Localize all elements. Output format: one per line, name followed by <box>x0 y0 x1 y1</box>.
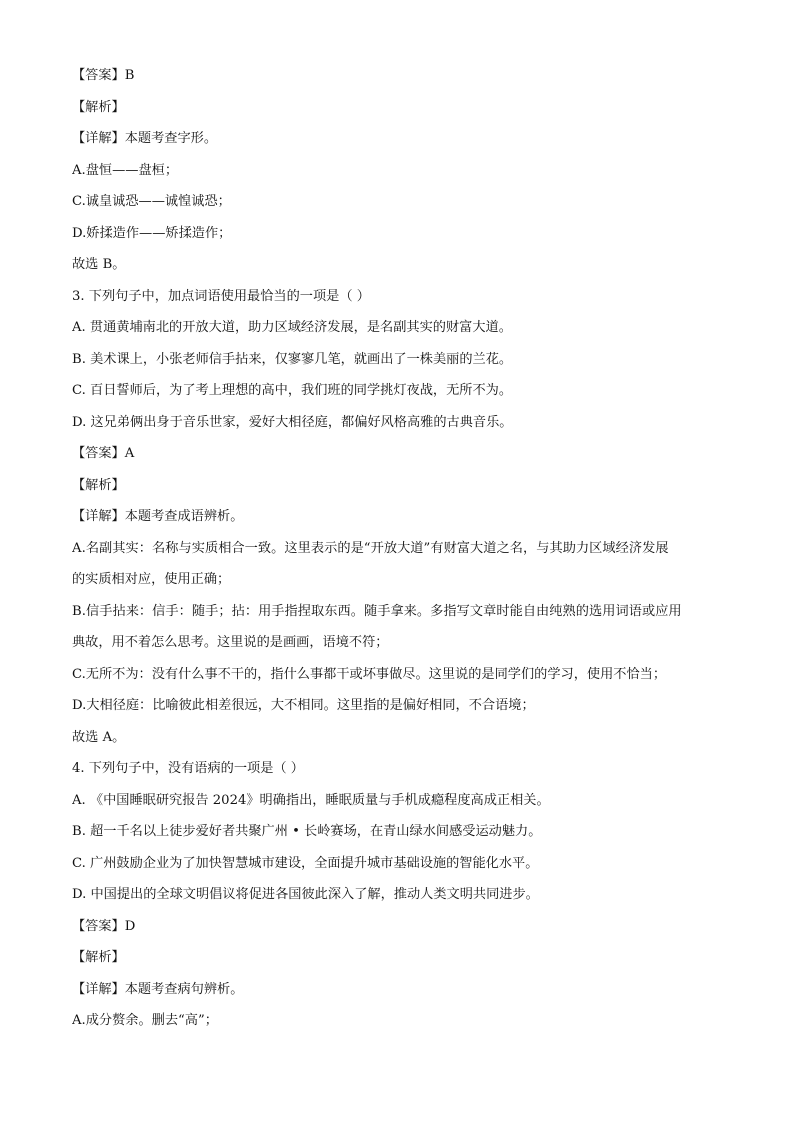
question-4-option-b: B. 超一千名以上徒步爱好者共聚广州 • 长岭赛场，在青山绿水间感受运动魅力。 <box>72 824 542 839</box>
answer-label-q4: 【答案】D <box>72 919 136 934</box>
answer-label-q2: 【答案】B <box>72 68 135 83</box>
detail-line-q3-c: C.无所不为：没有什么事不干的，指什么事都干或坏事做尽。这里说的是同学们的学习，使用不恰当； <box>72 667 667 682</box>
detail-line-q3-b-1: B.信手拈来：信手：随手；拈：用手指捏取东西。随手拿来。多指写文章时能自由纯熟的选用词语或应用 <box>72 604 682 619</box>
question-3-option-a: A. 贯通黄埔南北的开放大道，助力区域经济发展，是名副其实的财富大道。 <box>72 320 512 335</box>
question-4-option-c: C. 广州鼓励企业为了加快智慧城市建设，全面提升城市基础设施的智能化水平。 <box>72 856 539 871</box>
question-3-stem: 3. 下列句子中，加点词语使用最恰当的一项是（ ） <box>72 289 370 304</box>
detail-line-q3-b-2: 典故，用不着怎么思考。这里说的是画画，语境不符； <box>72 635 389 650</box>
detail-line-q3-a-1: A.名副其实：名称与实质相合一致。这里表示的是“开放大道”有财富大道之名，与其助力区域经济发展 <box>72 541 669 556</box>
answer-label-q3: 【答案】A <box>72 446 135 461</box>
detail-intro-q4: 【详解】本题考查病句辨析。 <box>72 982 244 997</box>
detail-line-q3-a-2: 的实质相对应，使用正确； <box>72 572 231 587</box>
detail-intro-q2: 【详解】本题考查字形。 <box>72 131 218 146</box>
question-3-option-c: C. 百日誓师后，为了考上理想的高中，我们班的同学挑灯夜战，无所不为。 <box>72 383 513 398</box>
detail-line-q4-a: A.成分赘余。删去“高”； <box>72 1013 218 1028</box>
question-4-stem: 4. 下列句子中，没有语病的一项是（ ） <box>72 761 304 776</box>
analysis-label-q3: 【解析】 <box>72 478 125 493</box>
question-3-option-d: D. 这兄弟俩出身于音乐世家，爱好大相径庭，都偏好风格高雅的古典音乐。 <box>72 415 513 430</box>
question-3-option-b: B. 美术课上，小张老师信手拈来，仅寥寥几笔，就画出了一株美丽的兰花。 <box>72 352 513 367</box>
detail-line-q2-c: C.诚皇诚恐——诚惶诚恐； <box>72 194 231 209</box>
conclusion-q3: 故选 A。 <box>72 730 126 745</box>
question-4-option-a: A. 《中国睡眠研究报告 2024》明确指出，睡眠质量与手机成瘾程度高成正相关。 <box>72 793 550 808</box>
detail-line-q2-d: D.娇揉造作——矫揉造作； <box>72 226 232 241</box>
conclusion-q2: 故选 B。 <box>72 257 126 272</box>
analysis-label-q2: 【解析】 <box>72 100 125 115</box>
question-4-option-d: D. 中国提出的全球文明倡议将促进各国彼此深入了解，推动人类文明共同进步。 <box>72 887 539 902</box>
detail-line-q3-d: D.大相径庭：比喻彼此相差很远，大不相同。这里指的是偏好相同，不合语境； <box>72 698 535 713</box>
detail-line-q2-a: A.盘恒——盘桓； <box>72 163 179 178</box>
analysis-label-q4: 【解析】 <box>72 950 125 965</box>
detail-intro-q3: 【详解】本题考查成语辨析。 <box>72 509 244 524</box>
